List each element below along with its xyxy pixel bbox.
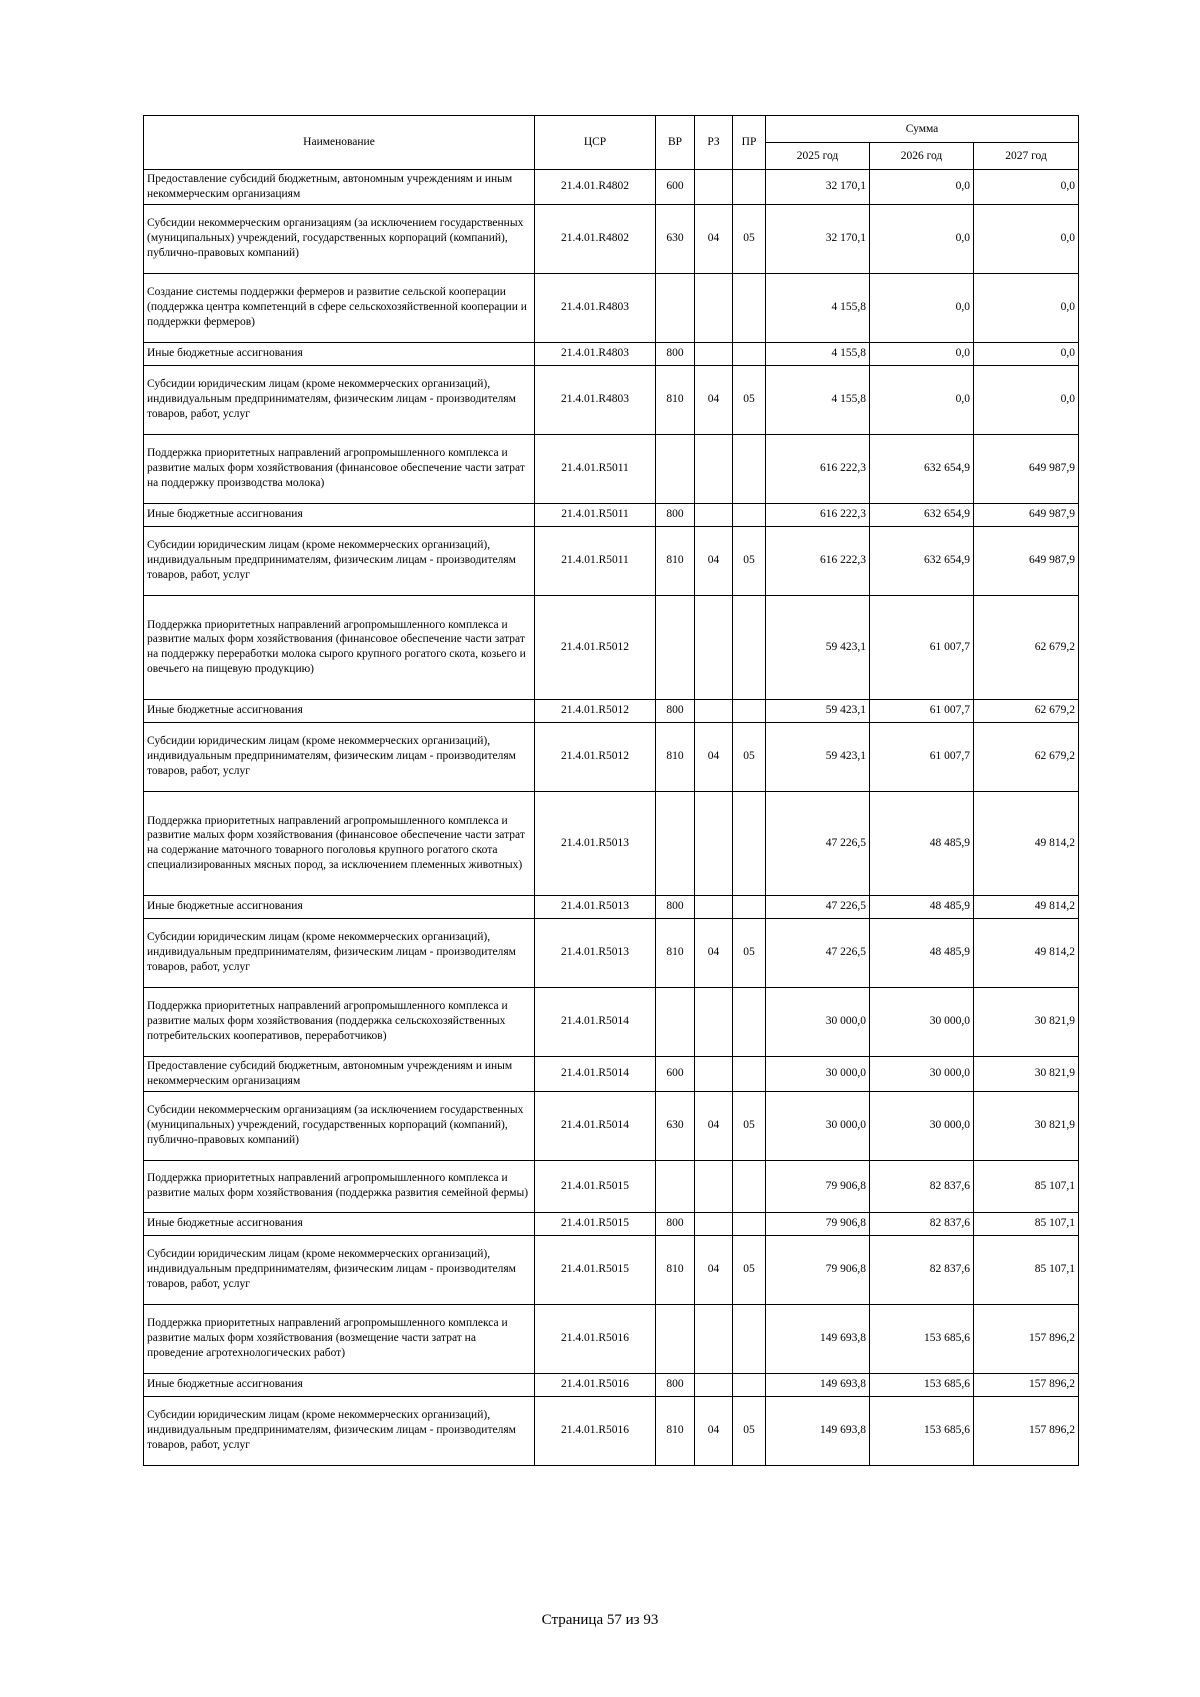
cell-rz bbox=[695, 273, 733, 342]
header-pr: ПР bbox=[733, 116, 766, 170]
table-row bbox=[144, 204, 1079, 273]
cell-y2027: 85 107,1 bbox=[974, 1160, 1079, 1212]
cell-pr bbox=[733, 273, 766, 342]
cell-csr: 21.4.01.R5016 bbox=[535, 1396, 656, 1465]
header-csr: ЦСР bbox=[535, 116, 656, 170]
cell-y2027: 649 987,9 bbox=[974, 526, 1079, 595]
cell-vr: 630 bbox=[656, 1091, 695, 1160]
cell-pr: 05 bbox=[733, 918, 766, 987]
table-row bbox=[144, 987, 1079, 1056]
cell-rz bbox=[695, 1304, 733, 1373]
cell-y2025: 4 155,8 bbox=[766, 273, 870, 342]
cell-y2027: 649 987,9 bbox=[974, 503, 1079, 526]
cell-y2025: 79 906,8 bbox=[766, 1212, 870, 1235]
cell-y2026: 0,0 bbox=[870, 170, 974, 205]
cell-y2027: 0,0 bbox=[974, 273, 1079, 342]
table-row bbox=[144, 170, 1079, 205]
cell-y2026: 632 654,9 bbox=[870, 434, 974, 503]
cell-pr bbox=[733, 1056, 766, 1091]
cell-rz bbox=[695, 503, 733, 526]
cell-pr: 05 bbox=[733, 204, 766, 273]
cell-pr: 05 bbox=[733, 1396, 766, 1465]
cell-name: Субсидии юридическим лицам (кроме некоммерческих организаций), индивидуальным предпринимателям, физическим лицам - производителям товаров, работ, услуг bbox=[144, 526, 535, 595]
cell-y2026: 153 685,6 bbox=[870, 1373, 974, 1396]
cell-pr bbox=[733, 1373, 766, 1396]
cell-y2025: 59 423,1 bbox=[766, 595, 870, 699]
cell-name: Субсидии юридическим лицам (кроме некоммерческих организаций), индивидуальным предпринимателям, физическим лицам - производителям товаров, работ, услуг bbox=[144, 365, 535, 434]
cell-csr: 21.4.01.R5013 bbox=[535, 791, 656, 895]
table-row bbox=[144, 895, 1079, 918]
cell-y2027: 157 896,2 bbox=[974, 1304, 1079, 1373]
cell-y2027: 30 821,9 bbox=[974, 1091, 1079, 1160]
cell-name: Создание системы поддержки фермеров и развитие сельской кооперации (поддержка центра компетенций в сфере сельскохозяйственной кооперации и поддержки фермеров) bbox=[144, 273, 535, 342]
cell-rz bbox=[695, 699, 733, 722]
cell-y2027: 62 679,2 bbox=[974, 595, 1079, 699]
cell-name: Субсидии некоммерческим организациям (за исключением государственных (муниципальных) учреждений, государственных корпораций (компаний), публично-правовых компаний) bbox=[144, 204, 535, 273]
cell-y2026: 153 685,6 bbox=[870, 1304, 974, 1373]
cell-csr: 21.4.01.R5013 bbox=[535, 895, 656, 918]
cell-rz bbox=[695, 987, 733, 1056]
cell-y2026: 30 000,0 bbox=[870, 1056, 974, 1091]
cell-rz bbox=[695, 1373, 733, 1396]
cell-rz: 04 bbox=[695, 1091, 733, 1160]
cell-pr bbox=[733, 434, 766, 503]
cell-rz bbox=[695, 895, 733, 918]
cell-vr bbox=[656, 987, 695, 1056]
cell-vr bbox=[656, 791, 695, 895]
cell-csr: 21.4.01.R5013 bbox=[535, 918, 656, 987]
cell-csr: 21.4.01.R4802 bbox=[535, 204, 656, 273]
cell-vr: 600 bbox=[656, 170, 695, 205]
cell-y2025: 59 423,1 bbox=[766, 699, 870, 722]
cell-csr: 21.4.01.R4802 bbox=[535, 170, 656, 205]
cell-y2027: 30 821,9 bbox=[974, 1056, 1079, 1091]
cell-y2025: 30 000,0 bbox=[766, 987, 870, 1056]
cell-y2026: 0,0 bbox=[870, 365, 974, 434]
cell-rz: 04 bbox=[695, 526, 733, 595]
cell-pr bbox=[733, 1212, 766, 1235]
cell-y2025: 149 693,8 bbox=[766, 1373, 870, 1396]
cell-vr: 800 bbox=[656, 1373, 695, 1396]
cell-vr: 630 bbox=[656, 204, 695, 273]
budget-table bbox=[143, 115, 1079, 1466]
cell-name: Поддержка приоритетных направлений агропромышленного комплекса и развитие малых форм хозяйствования (финансовое обеспечение части затрат на поддержку производства молока) bbox=[144, 434, 535, 503]
cell-csr: 21.4.01.R5015 bbox=[535, 1160, 656, 1212]
cell-y2027: 62 679,2 bbox=[974, 722, 1079, 791]
cell-y2027: 85 107,1 bbox=[974, 1212, 1079, 1235]
cell-rz bbox=[695, 595, 733, 699]
cell-y2026: 0,0 bbox=[870, 273, 974, 342]
cell-rz bbox=[695, 791, 733, 895]
cell-name: Субсидии юридическим лицам (кроме некоммерческих организаций), индивидуальным предпринимателям, физическим лицам - производителям товаров, работ, услуг bbox=[144, 1235, 535, 1304]
cell-name: Поддержка приоритетных направлений агропромышленного комплекса и развитие малых форм хозяйствования (поддержка развития семейной фермы) bbox=[144, 1160, 535, 1212]
cell-csr: 21.4.01.R5016 bbox=[535, 1373, 656, 1396]
table-row bbox=[144, 1212, 1079, 1235]
table-row bbox=[144, 526, 1079, 595]
cell-y2027: 649 987,9 bbox=[974, 434, 1079, 503]
table-row bbox=[144, 1056, 1079, 1091]
cell-y2025: 79 906,8 bbox=[766, 1160, 870, 1212]
cell-vr: 810 bbox=[656, 918, 695, 987]
cell-csr: 21.4.01.R4803 bbox=[535, 342, 656, 365]
cell-csr: 21.4.01.R5014 bbox=[535, 1056, 656, 1091]
cell-csr: 21.4.01.R4803 bbox=[535, 365, 656, 434]
cell-name: Иные бюджетные ассигнования bbox=[144, 1373, 535, 1396]
cell-csr: 21.4.01.R5012 bbox=[535, 699, 656, 722]
cell-pr bbox=[733, 170, 766, 205]
table-body bbox=[144, 170, 1079, 1466]
cell-name: Предоставление субсидий бюджетным, автономным учреждениям и иным некоммерческим организациям bbox=[144, 1056, 535, 1091]
table-row bbox=[144, 503, 1079, 526]
cell-name: Субсидии некоммерческим организациям (за исключением государственных (муниципальных) учреждений, государственных корпораций (компаний), публично-правовых компаний) bbox=[144, 1091, 535, 1160]
cell-y2026: 632 654,9 bbox=[870, 503, 974, 526]
table-row bbox=[144, 595, 1079, 699]
cell-name: Иные бюджетные ассигнования bbox=[144, 342, 535, 365]
table-row bbox=[144, 722, 1079, 791]
cell-vr: 800 bbox=[656, 699, 695, 722]
cell-csr: 21.4.01.R4803 bbox=[535, 273, 656, 342]
cell-name: Иные бюджетные ассигнования bbox=[144, 1212, 535, 1235]
cell-y2027: 62 679,2 bbox=[974, 699, 1079, 722]
cell-vr bbox=[656, 1160, 695, 1212]
cell-name: Поддержка приоритетных направлений агропромышленного комплекса и развитие малых форм хозяйствования (поддержка сельскохозяйственных потребительских кооперативов, переработчиков) bbox=[144, 987, 535, 1056]
table-row bbox=[144, 1091, 1079, 1160]
cell-vr bbox=[656, 1304, 695, 1373]
cell-csr: 21.4.01.R5011 bbox=[535, 434, 656, 503]
cell-name: Иные бюджетные ассигнования bbox=[144, 503, 535, 526]
cell-pr bbox=[733, 1304, 766, 1373]
header-name: Наименование bbox=[144, 116, 535, 170]
cell-y2027: 49 814,2 bbox=[974, 918, 1079, 987]
cell-y2025: 149 693,8 bbox=[766, 1304, 870, 1373]
cell-name: Поддержка приоритетных направлений агропромышленного комплекса и развитие малых форм хозяйствования (возмещение части затрат на проведение агротехнологических работ) bbox=[144, 1304, 535, 1373]
cell-y2026: 48 485,9 bbox=[870, 791, 974, 895]
cell-y2025: 616 222,3 bbox=[766, 434, 870, 503]
cell-name: Субсидии юридическим лицам (кроме некоммерческих организаций), индивидуальным предпринимателям, физическим лицам - производителям товаров, работ, услуг bbox=[144, 1396, 535, 1465]
cell-pr bbox=[733, 791, 766, 895]
cell-y2026: 153 685,6 bbox=[870, 1396, 974, 1465]
cell-pr: 05 bbox=[733, 722, 766, 791]
cell-pr: 05 bbox=[733, 526, 766, 595]
cell-y2026: 0,0 bbox=[870, 204, 974, 273]
cell-y2026: 632 654,9 bbox=[870, 526, 974, 595]
cell-vr: 800 bbox=[656, 342, 695, 365]
table-row bbox=[144, 1396, 1079, 1465]
cell-rz bbox=[695, 170, 733, 205]
cell-pr: 05 bbox=[733, 1235, 766, 1304]
cell-name: Субсидии юридическим лицам (кроме некоммерческих организаций), индивидуальным предпринимателям, физическим лицам - производителям товаров, работ, услуг bbox=[144, 722, 535, 791]
cell-pr: 05 bbox=[733, 365, 766, 434]
header-sum: Сумма bbox=[766, 116, 1079, 143]
cell-y2025: 79 906,8 bbox=[766, 1235, 870, 1304]
cell-y2026: 82 837,6 bbox=[870, 1212, 974, 1235]
cell-y2027: 0,0 bbox=[974, 342, 1079, 365]
cell-rz bbox=[695, 434, 733, 503]
cell-rz: 04 bbox=[695, 1396, 733, 1465]
cell-rz: 04 bbox=[695, 365, 733, 434]
cell-csr: 21.4.01.R5014 bbox=[535, 1091, 656, 1160]
cell-y2025: 47 226,5 bbox=[766, 791, 870, 895]
cell-vr bbox=[656, 273, 695, 342]
cell-rz: 04 bbox=[695, 204, 733, 273]
table-row bbox=[144, 342, 1079, 365]
cell-csr: 21.4.01.R5011 bbox=[535, 526, 656, 595]
table-row bbox=[144, 1160, 1079, 1212]
table-row bbox=[144, 1304, 1079, 1373]
cell-vr: 810 bbox=[656, 722, 695, 791]
cell-y2026: 48 485,9 bbox=[870, 918, 974, 987]
cell-vr: 800 bbox=[656, 895, 695, 918]
cell-vr: 800 bbox=[656, 1212, 695, 1235]
cell-y2027: 157 896,2 bbox=[974, 1373, 1079, 1396]
cell-rz bbox=[695, 342, 733, 365]
cell-csr: 21.4.01.R5015 bbox=[535, 1212, 656, 1235]
cell-csr: 21.4.01.R5014 bbox=[535, 987, 656, 1056]
cell-pr bbox=[733, 699, 766, 722]
cell-csr: 21.4.01.R5011 bbox=[535, 503, 656, 526]
cell-y2026: 82 837,6 bbox=[870, 1235, 974, 1304]
cell-vr: 810 bbox=[656, 1396, 695, 1465]
cell-name: Иные бюджетные ассигнования bbox=[144, 699, 535, 722]
cell-vr: 800 bbox=[656, 503, 695, 526]
page-number: Страница 57 из 93 bbox=[541, 1612, 659, 1628]
table-row bbox=[144, 791, 1079, 895]
cell-pr bbox=[733, 595, 766, 699]
cell-pr bbox=[733, 503, 766, 526]
cell-y2025: 32 170,1 bbox=[766, 170, 870, 205]
cell-rz bbox=[695, 1212, 733, 1235]
cell-y2025: 149 693,8 bbox=[766, 1396, 870, 1465]
cell-y2027: 157 896,2 bbox=[974, 1396, 1079, 1465]
cell-vr bbox=[656, 434, 695, 503]
cell-csr: 21.4.01.R5015 bbox=[535, 1235, 656, 1304]
cell-rz bbox=[695, 1160, 733, 1212]
cell-vr: 810 bbox=[656, 526, 695, 595]
cell-vr bbox=[656, 595, 695, 699]
cell-y2027: 85 107,1 bbox=[974, 1235, 1079, 1304]
cell-y2025: 616 222,3 bbox=[766, 503, 870, 526]
cell-y2026: 48 485,9 bbox=[870, 895, 974, 918]
table-row bbox=[144, 1235, 1079, 1304]
cell-y2025: 616 222,3 bbox=[766, 526, 870, 595]
cell-y2025: 47 226,5 bbox=[766, 895, 870, 918]
cell-name: Предоставление субсидий бюджетным, автономным учреждениям и иным некоммерческим организациям bbox=[144, 170, 535, 205]
cell-y2025: 47 226,5 bbox=[766, 918, 870, 987]
table-row bbox=[144, 365, 1079, 434]
cell-csr: 21.4.01.R5012 bbox=[535, 595, 656, 699]
header-year-2026: 2026 год bbox=[870, 143, 974, 170]
cell-rz: 04 bbox=[695, 1235, 733, 1304]
table-row bbox=[144, 273, 1079, 342]
cell-y2025: 32 170,1 bbox=[766, 204, 870, 273]
cell-y2027: 49 814,2 bbox=[974, 895, 1079, 918]
cell-name: Поддержка приоритетных направлений агропромышленного комплекса и развитие малых форм хозяйствования (финансовое обеспечение части затрат на поддержку переработки молока сырого крупного рогатого скота, козьего и овечьего на пищевую продукцию) bbox=[144, 595, 535, 699]
cell-y2025: 30 000,0 bbox=[766, 1056, 870, 1091]
header-rz: РЗ bbox=[695, 116, 733, 170]
cell-y2026: 0,0 bbox=[870, 342, 974, 365]
cell-vr: 810 bbox=[656, 1235, 695, 1304]
cell-y2026: 82 837,6 bbox=[870, 1160, 974, 1212]
cell-y2027: 0,0 bbox=[974, 365, 1079, 434]
cell-y2026: 30 000,0 bbox=[870, 1091, 974, 1160]
cell-y2025: 59 423,1 bbox=[766, 722, 870, 791]
cell-vr: 600 bbox=[656, 1056, 695, 1091]
cell-y2025: 4 155,8 bbox=[766, 365, 870, 434]
cell-y2026: 30 000,0 bbox=[870, 987, 974, 1056]
cell-rz: 04 bbox=[695, 722, 733, 791]
cell-rz bbox=[695, 1056, 733, 1091]
cell-y2027: 30 821,9 bbox=[974, 987, 1079, 1056]
cell-y2025: 4 155,8 bbox=[766, 342, 870, 365]
header-vr: ВР bbox=[656, 116, 695, 170]
cell-pr bbox=[733, 342, 766, 365]
cell-y2026: 61 007,7 bbox=[870, 699, 974, 722]
table-row bbox=[144, 699, 1079, 722]
header-year-2027: 2027 год bbox=[974, 143, 1079, 170]
cell-pr: 05 bbox=[733, 1091, 766, 1160]
cell-pr bbox=[733, 1160, 766, 1212]
cell-vr: 810 bbox=[656, 365, 695, 434]
cell-pr bbox=[733, 987, 766, 1056]
cell-name: Субсидии юридическим лицам (кроме некоммерческих организаций), индивидуальным предпринимателям, физическим лицам - производителям товаров, работ, услуг bbox=[144, 918, 535, 987]
cell-name: Поддержка приоритетных направлений агропромышленного комплекса и развитие малых форм хозяйствования (финансовое обеспечение части затрат на содержание маточного товарного поголовья крупного рогатого скота специализированных мясных пород, за исключением племенных животных) bbox=[144, 791, 535, 895]
cell-y2026: 61 007,7 bbox=[870, 595, 974, 699]
cell-name: Иные бюджетные ассигнования bbox=[144, 895, 535, 918]
cell-csr: 21.4.01.R5012 bbox=[535, 722, 656, 791]
cell-y2026: 61 007,7 bbox=[870, 722, 974, 791]
table-row bbox=[144, 918, 1079, 987]
cell-pr bbox=[733, 895, 766, 918]
cell-y2027: 0,0 bbox=[974, 204, 1079, 273]
cell-y2025: 30 000,0 bbox=[766, 1091, 870, 1160]
header-year-2025: 2025 год bbox=[766, 143, 870, 170]
cell-y2027: 0,0 bbox=[974, 170, 1079, 205]
table-row bbox=[144, 434, 1079, 503]
cell-csr: 21.4.01.R5016 bbox=[535, 1304, 656, 1373]
cell-y2027: 49 814,2 bbox=[974, 791, 1079, 895]
cell-rz: 04 bbox=[695, 918, 733, 987]
table-row bbox=[144, 1373, 1079, 1396]
